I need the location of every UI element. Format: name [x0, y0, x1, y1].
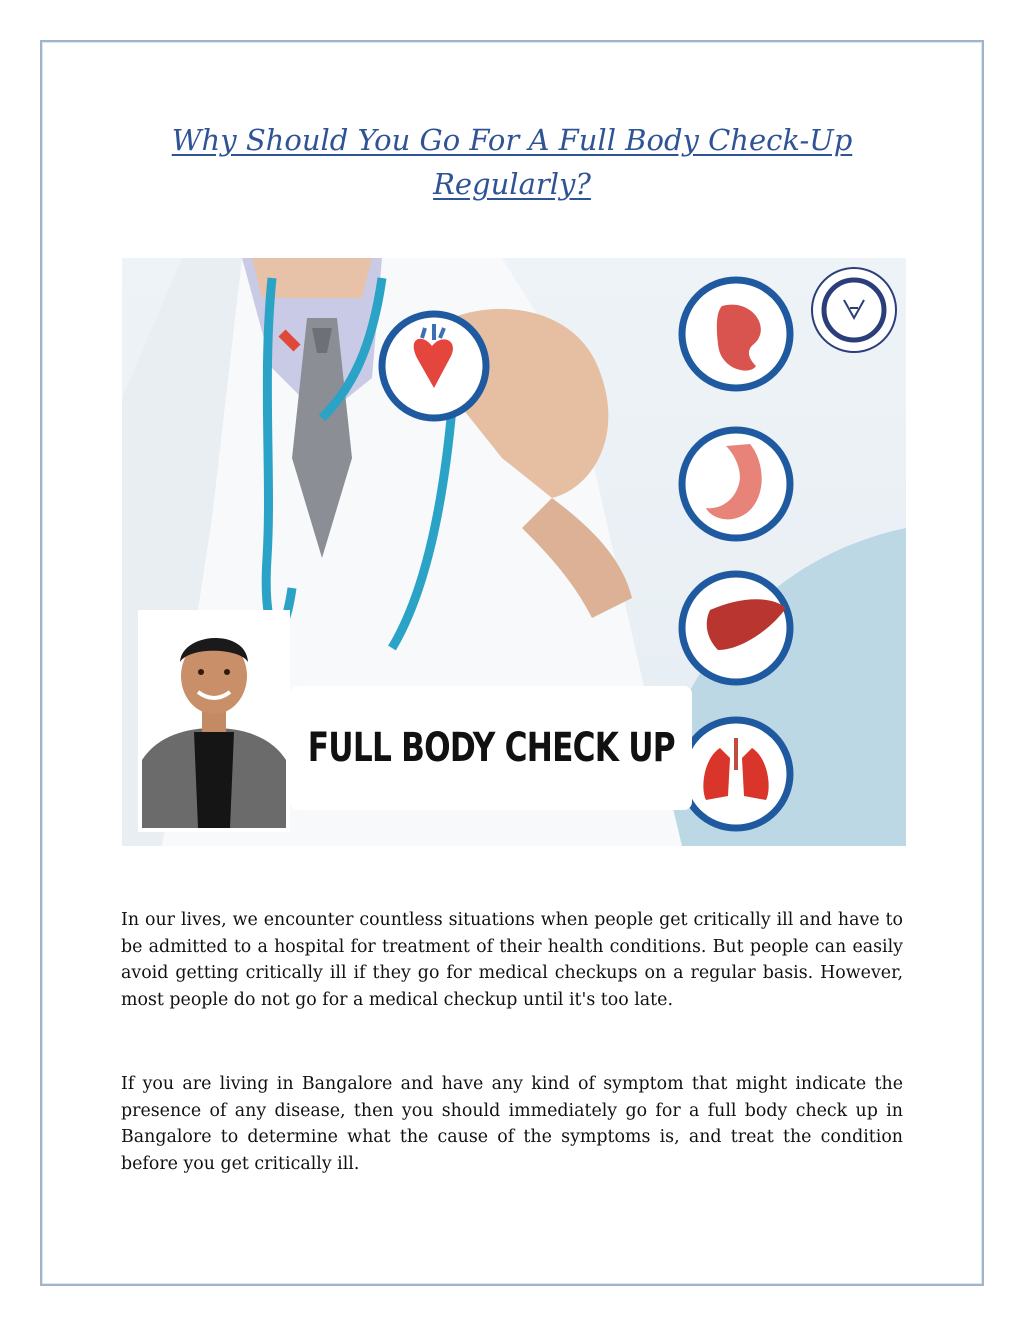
title-line-1: Why Should You Go For A Full Body Check-Up — [171, 123, 853, 157]
banner-text: FULL BODY CHECK UP — [307, 725, 675, 771]
portrait-photo — [138, 610, 290, 832]
paragraph-1: In our lives, we encounter countless situations when people get critically ill and have to be admitted to a hospital for treatment of their health conditions. But people can easily avoid getting critically ill if they go for medical checkups on a regular basis. However, most people do not go for a medical checkup until it's too late. — [121, 910, 903, 1010]
hero-image — [122, 258, 906, 846]
paragraph-2: If you are living in Bangalore and have any kind of symptom that might indicate the presence of any disease, then you should immediately go for a full body check up in Bangalore to determine what the cause of the symptoms is, and treat the condition before you get critically ill. — [121, 1074, 903, 1174]
page-title — [120, 118, 904, 206]
person-avatar — [138, 610, 290, 832]
banner — [290, 686, 692, 810]
title-line-2: Regularly? — [433, 167, 591, 201]
clinic-logo — [812, 268, 896, 352]
